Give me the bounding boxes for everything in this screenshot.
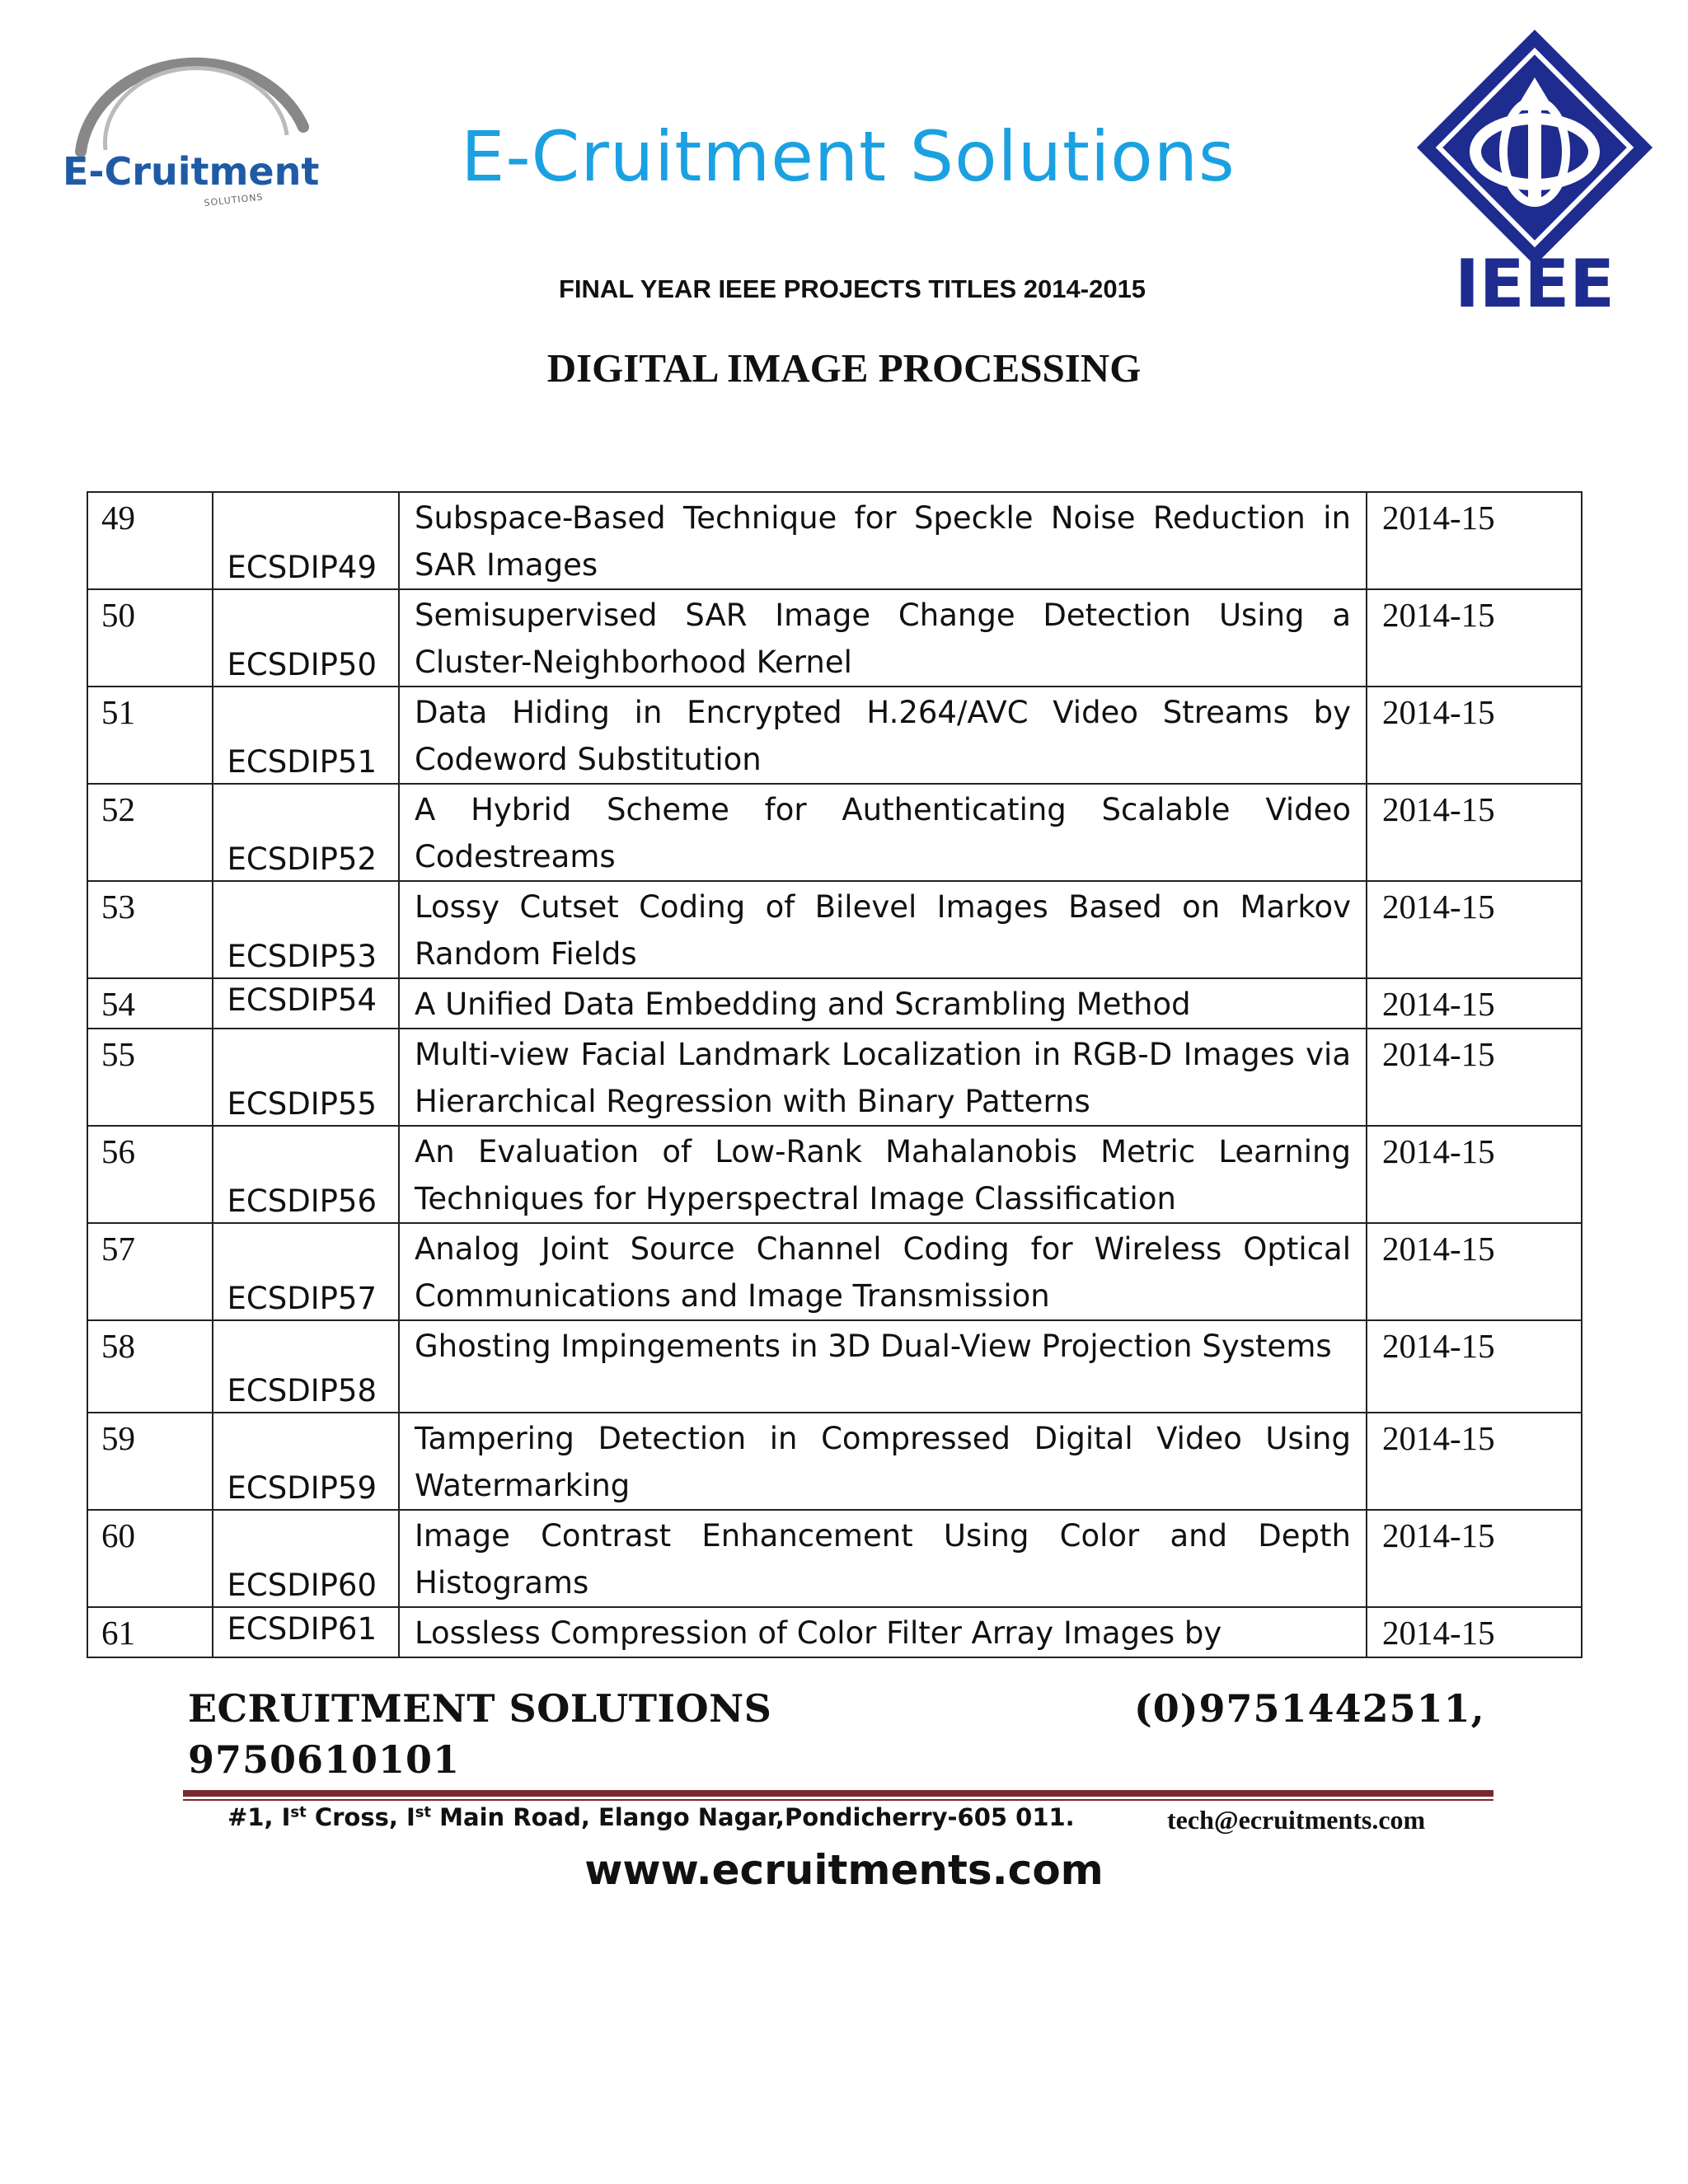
project-row — [87, 589, 1582, 687]
project-title: Semisupervised SAR Image Change Detection Using a Cluster-Neighborhood Kernel — [415, 598, 1351, 680]
project-code: ECSDIP53 — [227, 939, 377, 974]
project-number: 57 — [101, 1230, 135, 1268]
project-code-cell — [213, 492, 399, 589]
project-number: 54 — [101, 985, 135, 1023]
project-row — [87, 492, 1582, 589]
project-number: 52 — [101, 790, 135, 828]
project-row — [87, 784, 1582, 881]
project-row — [87, 978, 1582, 1029]
project-number-cell — [87, 881, 213, 978]
project-title: Multi-view Facial Landmark Localization in RGB-D Images via Hierarchical Regression with Binary Patterns — [415, 1037, 1351, 1119]
project-title: Image Contrast Enhancement Using Color and Depth Histograms — [415, 1518, 1351, 1601]
project-row — [87, 1510, 1582, 1607]
project-year: 2014-15 — [1382, 1516, 1495, 1554]
project-year: 2014-15 — [1382, 1132, 1495, 1170]
project-title-cell — [399, 589, 1367, 687]
project-number: 51 — [101, 693, 135, 731]
project-year-cell — [1367, 1413, 1582, 1510]
section-title: DIGITAL IMAGE PROCESSING — [546, 345, 1142, 391]
project-number: 53 — [101, 888, 135, 926]
footer-address — [227, 1803, 1075, 1831]
project-number: 49 — [101, 499, 135, 537]
project-code: ECSDIP58 — [227, 1373, 377, 1408]
project-year: 2014-15 — [1382, 693, 1495, 731]
project-code: ECSDIP50 — [227, 647, 377, 682]
project-year-cell — [1367, 687, 1582, 784]
project-title: An Evaluation of Low-Rank Mahalanobis Metric Learning Techniques for Hyperspectral Image Classification — [415, 1134, 1351, 1216]
projects-table — [87, 491, 1582, 1658]
footer-divider — [183, 1790, 1493, 1797]
project-number-cell — [87, 1223, 213, 1320]
project-number: 59 — [101, 1419, 135, 1457]
project-code-cell — [213, 1223, 399, 1320]
project-title-cell — [399, 492, 1367, 589]
project-code: ECSDIP59 — [227, 1470, 377, 1506]
project-title-cell — [399, 1413, 1367, 1510]
project-number: 61 — [101, 1614, 135, 1652]
project-year: 2014-15 — [1382, 1419, 1495, 1457]
project-title: Subspace-Based Technique for Speckle Noise Reduction in SAR Images — [415, 500, 1351, 583]
address-part: Cross, I — [306, 1803, 415, 1831]
footer-company-name: ECRUITMENT SOLUTIONS — [188, 1686, 772, 1731]
project-number-cell — [87, 1126, 213, 1223]
project-number-cell — [87, 978, 213, 1029]
project-number-cell — [87, 1607, 213, 1657]
project-title-cell — [399, 881, 1367, 978]
logo-text: E-Cruitment — [63, 149, 320, 194]
footer-website-link[interactable]: www.ecruitments.com — [584, 1846, 1104, 1894]
company-title: E-Cruitment Solutions — [461, 116, 1236, 197]
project-number-cell — [87, 1320, 213, 1413]
project-year-cell — [1367, 1510, 1582, 1607]
project-number: 56 — [101, 1132, 135, 1170]
project-row — [87, 1320, 1582, 1413]
project-title: Lossless Compression of Color Filter Array Images by — [415, 1615, 1222, 1651]
project-year: 2014-15 — [1382, 1327, 1495, 1365]
project-year: 2014-15 — [1382, 499, 1495, 537]
project-number-cell — [87, 1029, 213, 1126]
project-row — [87, 687, 1582, 784]
project-year: 2014-15 — [1382, 985, 1495, 1023]
project-year-cell — [1367, 978, 1582, 1029]
address-part: Main Road, Elango Nagar,Pondicherry-605 011. — [431, 1803, 1075, 1831]
project-year-cell — [1367, 1607, 1582, 1657]
projects-table-body — [87, 492, 1582, 1657]
ieee-logo-graphic — [1409, 28, 1661, 312]
project-row — [87, 1223, 1582, 1320]
footer-phone-secondary: 9750610101 — [188, 1737, 461, 1782]
logo-sub-text: SOLUTIONS — [203, 191, 265, 209]
project-number: 60 — [101, 1516, 135, 1554]
project-code-cell — [213, 1413, 399, 1510]
project-title-cell — [399, 1320, 1367, 1413]
project-year: 2014-15 — [1382, 596, 1495, 634]
project-code: ECSDIP57 — [227, 1281, 377, 1316]
footer-phone-primary: (0)9751442511, — [1134, 1686, 1485, 1731]
project-number-cell — [87, 492, 213, 589]
project-code: ECSDIP55 — [227, 1086, 377, 1122]
ieee-logo-text: IEEE — [1455, 246, 1615, 312]
project-title-cell — [399, 1029, 1367, 1126]
footer-email-link[interactable]: tech@ecruitments.com — [1167, 1805, 1426, 1835]
project-row — [87, 1607, 1582, 1657]
project-title-cell — [399, 1510, 1367, 1607]
project-code: ECSDIP61 — [227, 1611, 377, 1647]
project-number-cell — [87, 784, 213, 881]
project-code-cell — [213, 687, 399, 784]
project-number-cell — [87, 687, 213, 784]
project-year: 2014-15 — [1382, 1035, 1495, 1073]
address-sup: st — [290, 1803, 307, 1821]
project-year-cell — [1367, 1320, 1582, 1413]
project-year: 2014-15 — [1382, 1230, 1495, 1268]
project-code-cell — [213, 1510, 399, 1607]
project-row — [87, 1126, 1582, 1223]
footer-divider-thin — [183, 1799, 1493, 1801]
project-title: Lossy Cutset Coding of Bilevel Images Based on Markov Random Fields — [415, 889, 1351, 972]
project-code-cell — [213, 784, 399, 881]
project-title-cell — [399, 687, 1367, 784]
ieee-logo — [1409, 28, 1661, 312]
page-subtitle: FINAL YEAR IEEE PROJECTS TITLES 2014-2015 — [558, 274, 1146, 303]
project-title: Data Hiding in Encrypted H.264/AVC Video Streams by Codeword Substitution — [415, 695, 1351, 777]
project-title: Ghosting Impingements in 3D Dual-View Projection Systems — [415, 1329, 1332, 1364]
project-year-cell — [1367, 492, 1582, 589]
project-year-cell — [1367, 1223, 1582, 1320]
project-year: 2014-15 — [1382, 888, 1495, 926]
project-code-cell — [213, 1126, 399, 1223]
project-year: 2014-15 — [1382, 1614, 1495, 1652]
project-number: 50 — [101, 596, 135, 634]
project-code-cell — [213, 881, 399, 978]
project-year-cell — [1367, 589, 1582, 687]
address-sup: st — [415, 1803, 432, 1821]
project-code: ECSDIP56 — [227, 1183, 377, 1219]
project-number: 55 — [101, 1035, 135, 1073]
project-row — [87, 1029, 1582, 1126]
project-year-cell — [1367, 881, 1582, 978]
project-title: A Hybrid Scheme for Authenticating Scalable Video Codestreams — [415, 792, 1351, 874]
project-title-cell — [399, 784, 1367, 881]
project-code-cell — [213, 1607, 399, 1657]
project-number-cell — [87, 1413, 213, 1510]
project-code-cell — [213, 589, 399, 687]
project-number-cell — [87, 1510, 213, 1607]
project-code: ECSDIP51 — [227, 744, 377, 780]
project-year-cell — [1367, 1029, 1582, 1126]
project-title: A Unified Data Embedding and Scrambling Method — [415, 987, 1191, 1022]
project-year-cell — [1367, 1126, 1582, 1223]
project-title: Tampering Detection in Compressed Digital Video Using Watermarking — [415, 1421, 1351, 1503]
project-row — [87, 881, 1582, 978]
address-part: #1, I — [227, 1803, 291, 1831]
project-year-cell — [1367, 784, 1582, 881]
project-title-cell — [399, 1607, 1367, 1657]
project-title-cell — [399, 1223, 1367, 1320]
project-year: 2014-15 — [1382, 790, 1495, 828]
project-number: 58 — [101, 1327, 135, 1365]
project-code-cell — [213, 978, 399, 1029]
project-code-cell — [213, 1320, 399, 1413]
project-title-cell — [399, 978, 1367, 1029]
project-row — [87, 1413, 1582, 1510]
project-title-cell — [399, 1126, 1367, 1223]
project-code: ECSDIP60 — [227, 1568, 377, 1603]
project-code: ECSDIP54 — [227, 982, 377, 1018]
project-code: ECSDIP52 — [227, 841, 377, 877]
project-code-cell — [213, 1029, 399, 1126]
project-title: Analog Joint Source Channel Coding for Wireless Optical Communications and Image Transmission — [415, 1231, 1351, 1314]
project-number-cell — [87, 589, 213, 687]
project-code: ECSDIP49 — [227, 550, 377, 585]
